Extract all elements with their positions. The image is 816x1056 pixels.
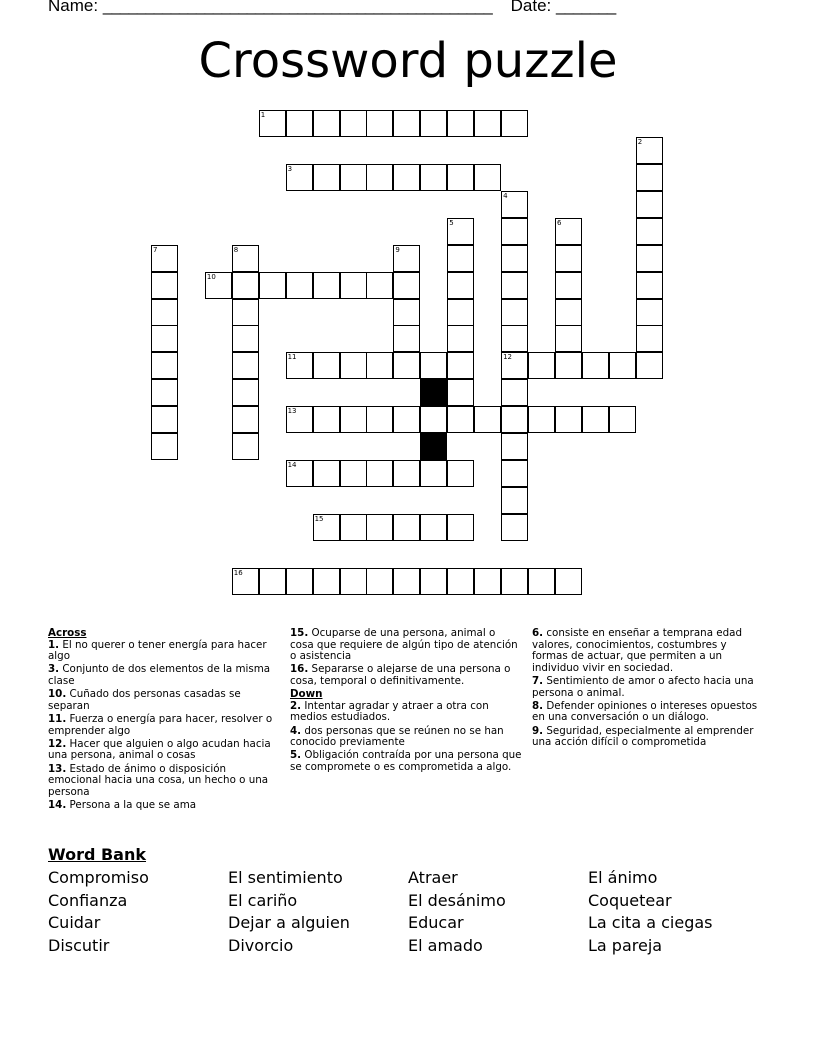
grid-cell[interactable] [555,299,582,326]
grid-cell[interactable] [528,352,555,379]
clue-across-10: 10. Cuñado dos personas casadas se separan [48,688,241,712]
grid-cell[interactable] [286,164,313,191]
grid-cell[interactable] [393,164,420,191]
clue-number: 8 [233,245,239,254]
word-bank-item: El ánimo [588,868,658,887]
grid-cell[interactable] [340,514,367,541]
clue-number: 10 [206,272,216,281]
grid-cell[interactable] [528,568,555,595]
grid-cell[interactable] [447,110,474,137]
clue-number: 11 [287,353,297,362]
grid-cell[interactable] [447,272,474,299]
date-label: Date: [510,0,552,15]
grid-cell[interactable] [232,406,259,433]
grid-cell[interactable] [420,568,447,595]
grid-cell[interactable] [259,110,286,137]
word-bank-item: Confianza [48,890,128,910]
clue-across-13: 13. Estado de ánimo o disposición emocional hacia una cosa, un hecho o una persona [48,762,269,798]
grid-cell[interactable] [286,272,313,299]
grid-cell[interactable] [447,379,474,406]
word-bank-item: Discutir [48,936,110,956]
grid-cell[interactable] [609,352,636,379]
word-bank-item: Coquetear [588,890,672,910]
grid-cell[interactable] [555,272,582,299]
grid-cell[interactable] [151,433,178,460]
grid-cell[interactable] [393,299,420,326]
grid-cell[interactable] [420,514,447,541]
grid-cell[interactable] [286,568,313,595]
grid-cell[interactable] [636,299,663,326]
clue-across-3: 3. Conjunto de dos elementos de la misma clase [48,663,271,687]
grid-cell[interactable] [205,272,232,299]
grid-cell[interactable] [555,325,582,352]
grid-cell[interactable] [313,514,340,541]
grid-cell[interactable] [313,568,340,595]
grid-cell[interactable] [259,568,286,595]
grid-cell[interactable] [501,325,528,352]
grid-cell[interactable] [340,460,367,487]
grid-cell[interactable] [340,272,367,299]
grid-cell[interactable] [447,514,474,541]
grid-cell[interactable] [636,137,663,164]
grid-cell[interactable] [232,299,259,326]
grid-cell[interactable] [555,245,582,272]
clue-number: 9 [395,245,400,254]
grid-cell[interactable] [313,460,340,487]
grid-cell[interactable] [474,568,501,595]
grid-cell[interactable] [447,299,474,326]
grid-cell[interactable] [286,110,313,137]
word-bank [48,867,768,958]
grid-cell[interactable] [501,272,528,299]
grid-cell[interactable] [393,568,420,595]
grid-cell[interactable] [447,352,474,379]
grid-cell[interactable] [420,406,447,433]
clue-number: 6 [557,218,562,227]
clue-number: 2 [637,137,643,146]
clue-across-12: 12. Hacer que alguien o algo acudan hacia una persona, animal o cosas [48,737,271,762]
grid-cell[interactable] [501,487,528,514]
page-title: Crossword puzzle [198,33,618,89]
grid-cell[interactable] [259,272,286,299]
grid-cell[interactable] [313,272,340,299]
grid-cell[interactable] [232,272,259,299]
grid-cell[interactable] [393,325,420,352]
grid-cell[interactable] [447,245,474,272]
word-bank-item: Educar [408,913,464,933]
grid-cell[interactable] [447,218,474,245]
grid-cell[interactable] [555,218,582,245]
grid-cell[interactable] [340,568,367,595]
grid-cell[interactable] [151,245,178,272]
grid-cell[interactable] [393,110,420,137]
grid-cell[interactable] [393,514,420,541]
grid-cell[interactable] [447,406,474,433]
date-field[interactable]: _______ [556,0,616,15]
grid-cell[interactable] [393,272,420,299]
grid-cell[interactable] [636,164,663,191]
grid-cell[interactable] [636,218,663,245]
clues-column-1 [48,628,280,813]
grid-cell[interactable] [447,568,474,595]
clue-number: 16 [233,568,243,577]
clue-number: 14 [287,461,297,470]
word-bank-item: Atraer [408,868,458,887]
grid-cell[interactable] [232,379,259,406]
grid-cell[interactable] [286,460,313,487]
clue-number: 3 [287,164,293,173]
word-bank-item: El sentimiento [228,868,343,887]
grid-cell[interactable] [501,568,528,595]
grid-cell[interactable] [313,352,340,379]
grid-cell[interactable] [393,406,420,433]
grid-cell[interactable] [474,406,501,433]
clue-number: 12 [503,353,513,362]
grid-cell[interactable] [501,433,528,460]
grid-cell[interactable] [313,110,340,137]
name-field[interactable]: ______________________________________________ [102,0,492,15]
grid-cell[interactable] [340,406,367,433]
word-bank-item: El cariño [228,890,298,910]
grid-cell[interactable] [366,568,393,595]
grid-cell[interactable] [366,272,393,299]
grid-cell[interactable] [313,406,340,433]
grid-cell[interactable] [636,325,663,352]
grid-cell[interactable] [366,110,393,137]
grid-cell[interactable] [420,460,447,487]
grid-cell[interactable] [636,191,663,218]
word-bank-item: Divorcio [228,936,294,956]
grid-cell[interactable] [501,191,528,218]
grid-cell[interactable] [636,245,663,272]
grid-cell[interactable] [232,433,259,460]
grid-cell[interactable] [636,272,663,299]
grid-cell[interactable] [501,406,528,433]
clue-across-16: 16. Separarse o alejarse de una persona o cosa, temporal o definitivamente. [290,663,511,687]
grid-cell[interactable] [501,110,528,137]
grid-cell[interactable] [474,110,501,137]
grid-cell[interactable] [151,299,178,326]
down-heading: Down [290,688,323,701]
grid-cell[interactable] [340,352,367,379]
grid-cell[interactable] [501,218,528,245]
grid-cell[interactable] [151,379,178,406]
clue-down-6: 6. consiste en enseñar a temprana edad valores, conocimientos, costumbres y formas de actuar, que permiten a un individuo vivir en sociedad. [532,627,743,674]
name-label: Name: [48,0,99,15]
clue-number: 13 [287,407,297,416]
black-cell [420,433,447,460]
grid-cell[interactable] [393,460,420,487]
grid-cell[interactable] [393,352,420,379]
word-bank-item: El desánimo [408,890,506,910]
word-bank-item: Compromiso [48,868,149,887]
word-bank-item: La pareja [588,936,663,956]
grid-cell[interactable] [501,514,528,541]
grid-cell[interactable] [151,272,178,299]
word-bank-title: Word Bank [48,845,147,864]
grid-cell[interactable] [420,352,447,379]
grid-cell[interactable] [528,406,555,433]
clue-across-11: 11. Fuerza o energía para hacer, resolver o emprender algo [48,712,273,737]
grid-cell[interactable] [636,352,663,379]
grid-cell[interactable] [420,110,447,137]
grid-cell[interactable] [582,406,609,433]
grid-cell[interactable] [151,406,178,433]
clues-column-3 [532,628,764,750]
grid-cell[interactable] [340,164,367,191]
grid-cell[interactable] [151,325,178,352]
grid-cell[interactable] [366,514,393,541]
clue-number: 1 [260,111,266,119]
grid-cell[interactable] [609,406,636,433]
grid-cell[interactable] [313,164,340,191]
grid-cell[interactable] [393,245,420,272]
grid-cell[interactable] [232,568,259,595]
black-cell [420,379,447,406]
grid-cell[interactable] [582,352,609,379]
word-bank-item: Cuidar [48,913,101,933]
grid-cell[interactable] [286,352,313,379]
grid-cell[interactable] [501,245,528,272]
word-bank-item: La cita a ciegas [588,913,713,933]
grid-cell[interactable] [366,460,393,487]
clue-down-4: 4. dos personas que se reúnen no se han conocido previamente [290,724,504,749]
grid-cell[interactable] [474,164,501,191]
clue-across-1: 1. El no querer o tener energía para hacer algo [48,638,267,663]
grid-cell[interactable] [286,406,313,433]
grid-cell[interactable] [151,352,178,379]
grid-cell[interactable] [501,299,528,326]
clue-down-2: 2. Intentar agradar y atraer a otra con medios estudiados. [290,699,489,724]
clue-down-9: 9. Seguridad, especialmente al emprender una acción difícil o comprometida [532,724,754,749]
grid-cell[interactable] [232,325,259,352]
clue-down-7: 7. Sentimiento de amor o afecto hacia una persona o animal. [532,674,754,699]
clue-down-8: 8. Defender opiniones o intereses opuestos en una conversación o un diálogo. [532,699,758,724]
grid-cell[interactable] [501,352,528,379]
clues-column-2 [290,628,522,775]
clue-number: 5 [449,218,454,227]
grid-cell[interactable] [366,406,393,433]
grid-cell[interactable] [501,460,528,487]
grid-cell[interactable] [232,245,259,272]
grid-cell[interactable] [340,110,367,137]
clue-across-14: 14. Persona a la que se ama [48,798,197,811]
grid-cell[interactable] [366,352,393,379]
grid-cell[interactable] [555,406,582,433]
grid-cell[interactable] [366,164,393,191]
word-bank-item: El amado [408,936,483,956]
grid-cell[interactable] [555,568,582,595]
grid-cell[interactable] [501,379,528,406]
clue-across-15: 15. Ocuparse de una persona, animal o cosa que requiere de algún tipo de atención o asistencia [290,627,518,663]
clue-number: 7 [153,245,158,254]
clue-number: 4 [503,191,508,200]
word-bank-item: Dejar a alguien [228,913,350,933]
clue-down-5: 5. Obligación contraída por una persona que se compromete o es comprometida a algo. [290,749,522,773]
grid-cell[interactable] [447,325,474,352]
grid-cell[interactable] [420,164,447,191]
across-heading: Across [48,627,87,639]
grid-cell[interactable] [232,352,259,379]
grid-cell[interactable] [555,352,582,379]
clue-number: 15 [314,515,324,523]
grid-cell[interactable] [447,164,474,191]
grid-cell[interactable] [447,460,474,487]
